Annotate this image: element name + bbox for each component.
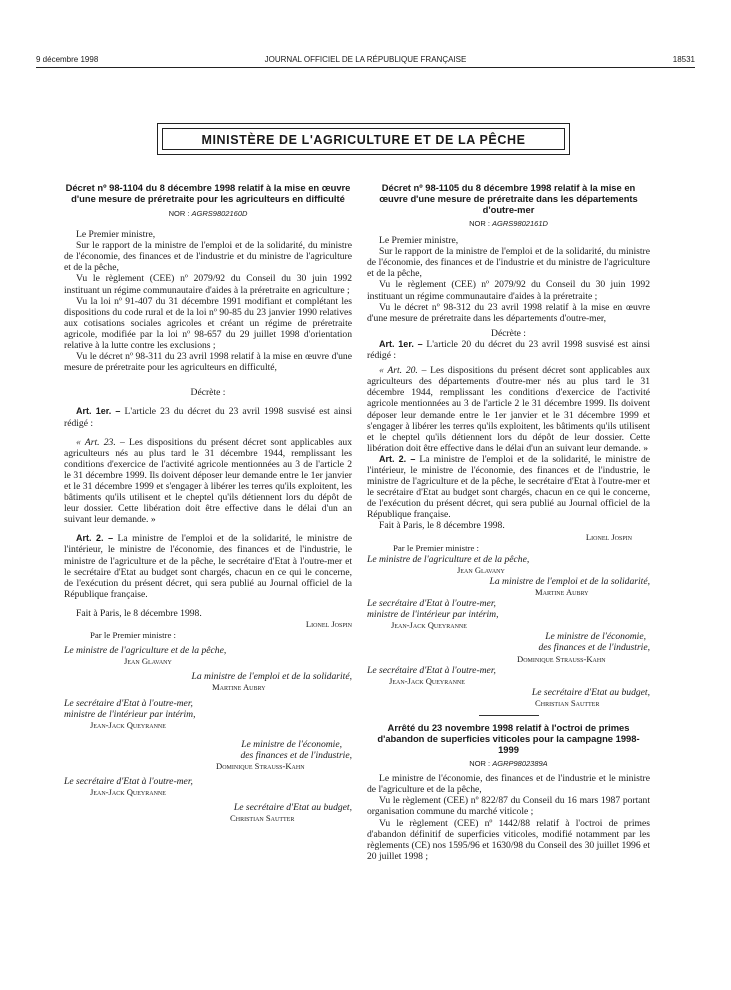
signature-name: Jean-Jack Queyranne [391, 620, 467, 631]
signature-role: ministre de l'intérieur par intérim, [64, 708, 196, 720]
header-date: 9 décembre 1998 [36, 55, 99, 64]
fait-a-paris: Fait à Paris, le 8 décembre 1998. [379, 520, 505, 532]
nor-code: AGRP9802389A [492, 759, 548, 769]
nor-code: AGRS9802160D [191, 209, 248, 218]
decree-title-left: Décret nº 98-1104 du 8 décembre 1998 relatif à la mise en œuvre d'une mesure de préretraite pour les agriculteurs en difficulté [65, 182, 351, 204]
nor-line-arrete [367, 758, 650, 769]
quoted-article-text: Les dispositions du présent décret sont applicables aux agriculteurs des départements d'outre-mer nés au plus tard le 31 décembre 1944, remplissant les conditions d'exercice de l'activité agricole mentionnées au 3 de l'article 2 le 31 décembre 1999. Ils doivent déposer leur demande entre le 1er janvier et le 31 décembre 1999 et s'engager à libérer les terres qu'ils exploitent, les bâtiments qu'ils utilisent et le cheptel qu'ils détiennent lors du dépôt de leur dossier. Cette libération doit être effective dans le délai d'un an suivant leur demande. » [367, 365, 651, 454]
article-text: L'article 23 du décret du 23 avril 1998 susvisé est ainsi rédigé : [64, 406, 352, 429]
signature-role: des finances et de l'industrie, [538, 642, 650, 654]
article-text: La ministre de l'emploi et de la solidarité, le ministre de l'intérieur, le ministre de l'économie, des finances et de l'industrie, le ministre de l'agriculture et de la pêche, le secrétaire d'Etat à l'outre-mer et le secrétaire d'Etat au budget sont chargés, chacun en ce qui le concerne, de l'exécution du présent décret, qui sera publié au Journal officiel de la République française. [64, 533, 353, 600]
signature-role: Le secrétaire d'Etat à l'outre-mer, [367, 598, 496, 610]
article-text: La ministre de l'emploi et de la solidarité, le ministre de l'intérieur, le ministre de l'économie, des finances et de l'industrie, le ministre de l'agriculture et de la pêche, le secrétaire d'Etat à l'outre-mer et le secrétaire d'Etat au budget sont chargés, chacun en ce qui le concerne, de l'exécution du présent décret, qui sera publié au Journal officiel de la République française. [367, 453, 651, 521]
nor-label: NOR : [469, 219, 490, 228]
quoted-article-label: « Art. 23. – [76, 436, 125, 448]
signature-name: Christian Sautter [535, 697, 600, 708]
visa-paragraph: Vu le décret nº 98-311 du 23 avril 1998 relatif à la mise en œuvre d'une mesure de préretraite pour les agriculteurs en difficulté, [64, 351, 352, 374]
article-label: Art. 2. – [76, 533, 114, 544]
arrete-paragraph: Vu le règlement (CEE) nº 1442/88 relatif à l'octroi de primes d'abandon définitif de superficies viticoles, modifié notamment par les règlements (CE) nos 1595/96 et 1630/98 du Conseil des 30 juillet 1996 et 20 juillet 1998 ; [367, 817, 650, 862]
signature-name: Jean Glavany [124, 656, 172, 667]
decrete-heading: Décrète : [491, 327, 526, 339]
signature-role: Le ministre de l'agriculture et de la pêche, [64, 645, 227, 657]
article-quoted [64, 437, 352, 526]
signature-role: La ministre de l'emploi et de la solidarité, [191, 671, 352, 683]
signature-name: Jean-Jack Queyranne [90, 719, 166, 730]
signature-name: Lionel Jospin [305, 619, 352, 629]
signature-name: Dominique Strauss-Kahn [517, 653, 606, 664]
quoted-article-text: Les dispositions du présent décret sont applicables aux agriculteurs nés au plus tard le 31 décembre 1944, remplissant les conditions d'exercice de l'activité agricole mentionnées au 3 de l'article 2 le 31 décembre 1999. Ils doivent déposer leur demande entre le 1er janvier et le 31 décembre 1999 et s'engager à libérer les terres qu'ils exploitent, les bâtiments qu'ils utilisent et le cheptel qu'ils détiennent lors du dépôt de leur dossier. Cette libération doit être effective dans le délai d'un an suivant leur demande. » [64, 436, 352, 526]
signature-role: Le ministre de l'économie, [241, 738, 342, 750]
visa-paragraph: Sur le rapport de la ministre de l'emploi et de la solidarité, du ministre de l'économie, des finances et de l'industrie et du ministre de l'agriculture et de la pêche, [64, 240, 352, 274]
left-column [64, 182, 352, 825]
nor-line-right [367, 218, 650, 229]
nor-label: NOR : [168, 209, 190, 218]
nor-code: AGRS9802161D [492, 219, 548, 228]
fait-a-paris: Fait à Paris, le 8 décembre 1998. [76, 607, 202, 619]
signature-role: Le secrétaire d'Etat au budget, [531, 686, 650, 698]
ministry-banner [157, 123, 570, 155]
article-label: Art. 1er. – [76, 406, 121, 417]
signature-role: Le secrétaire d'Etat à l'outre-mer, [367, 664, 496, 676]
signature-name: Christian Sautter [230, 813, 295, 824]
premier-ministre-intro: Le Premier ministre, [76, 229, 156, 241]
article-1 [367, 339, 650, 361]
visa-paragraph: Vu le règlement (CEE) nº 2079/92 du Conseil du 30 juin 1992 instituant un régime communautaire d'aides à la préretraite ; [367, 279, 650, 302]
premier-ministre-intro: Le Premier ministre, [379, 235, 459, 247]
arrete-paragraph: Le ministre de l'économie, des finances et de l'industrie et le ministre de l'agriculture et de la pêche, [367, 773, 650, 796]
header-rule [36, 67, 695, 68]
signature-role: Le secrétaire d'Etat à l'outre-mer, [64, 697, 193, 709]
signature-role: Le ministre de l'économie, [545, 631, 646, 643]
signature-role: Le secrétaire d'Etat à l'outre-mer, [64, 776, 193, 788]
signature-name: Jean Glavany [457, 564, 505, 575]
header-page-number: 18531 [672, 55, 695, 64]
visa-paragraph: Vu la loi nº 91-407 du 31 décembre 1991 modifiant et complétant les dispositions du code rural et de la loi nº 90-85 du 23 janvier 1990 relatives aux cotisations sociales agricoles et créant un régime de préretraite agricole, modifiée par la loi nº 98-657 du 29 juillet 1998 d'orientation relative à la lutte contre les exclusions ; [64, 295, 352, 352]
header-journal-title: JOURNAL OFFICIEL DE LA RÉPUBLIQUE FRANÇAISE [264, 55, 467, 64]
article-label: Art. 1er. – [379, 338, 423, 349]
signature-role: des finances et de l'industrie, [240, 749, 352, 761]
signature-role: Le secrétaire d'Etat au budget, [233, 802, 352, 814]
visa-paragraph: Vu le règlement (CEE) nº 2079/92 du Conseil du 30 juin 1992 instituant un régime communautaire d'aides à la préretraite en agriculture ; [64, 273, 352, 296]
article-2 [64, 533, 352, 600]
visa-paragraph: Vu le décret nº 98-312 du 23 avril 1998 relatif à la mise en œuvre d'une mesure de préretraite dans les départements d'outre-mer, [367, 301, 650, 324]
signature-name: Dominique Strauss-Kahn [216, 761, 305, 772]
quoted-article-label: « Art. 20. – [379, 365, 427, 377]
section-divider [479, 715, 539, 716]
article-1 [64, 406, 352, 428]
nor-line-left [64, 208, 352, 219]
visa-paragraph: Sur le rapport de la ministre de l'emploi et de la solidarité, du ministre de l'économie, des finances et de l'industrie et du ministre de l'agriculture et de la pêche, [367, 246, 650, 280]
signature-role: Le ministre de l'agriculture et de la pêche, [367, 553, 530, 565]
arrete-title: Arrêté du 23 novembre 1998 relatif à l'octroi de primes d'abandon de superficies viticoles pour la campagne 1998-1999 [377, 722, 640, 756]
signature-name: Jean-Jack Queyranne [389, 675, 465, 686]
article-quoted [367, 365, 650, 454]
par-premier-ministre: Par le Premier ministre : [90, 630, 176, 641]
nor-label: NOR : [469, 759, 491, 769]
par-premier-ministre: Par le Premier ministre : [393, 542, 479, 553]
signature-name: Martine Aubry [535, 587, 589, 597]
article-2 [367, 454, 650, 521]
decrete-heading: Décrète : [190, 387, 226, 399]
arrete-paragraph: Vu le règlement (CEE) nº 822/87 du Conseil du 16 mars 1987 portant organisation commune du marché viticole ; [367, 795, 650, 818]
right-column [367, 182, 650, 862]
signature-role: La ministre de l'emploi et de la solidarité, [489, 575, 650, 587]
signature-name: Jean-Jack Queyranne [90, 787, 166, 798]
signature-name: Martine Aubry [212, 682, 266, 693]
decree-title-right: Décret nº 98-1105 du 8 décembre 1998 relatif à la mise en œuvre d'une mesure de préretraite dans les départements d'outre-mer [379, 182, 638, 215]
ministry-title: MINISTÈRE DE L'AGRICULTURE ET DE LA PÊCHE [162, 128, 565, 150]
signature-name: Lionel Jospin [585, 531, 632, 542]
signature-role: ministre de l'intérieur par intérim, [367, 609, 499, 621]
article-label: Art. 2. – [379, 453, 416, 464]
article-text: L'article 20 du décret du 23 avril 1998 susvisé est ainsi rédigé : [367, 338, 650, 362]
